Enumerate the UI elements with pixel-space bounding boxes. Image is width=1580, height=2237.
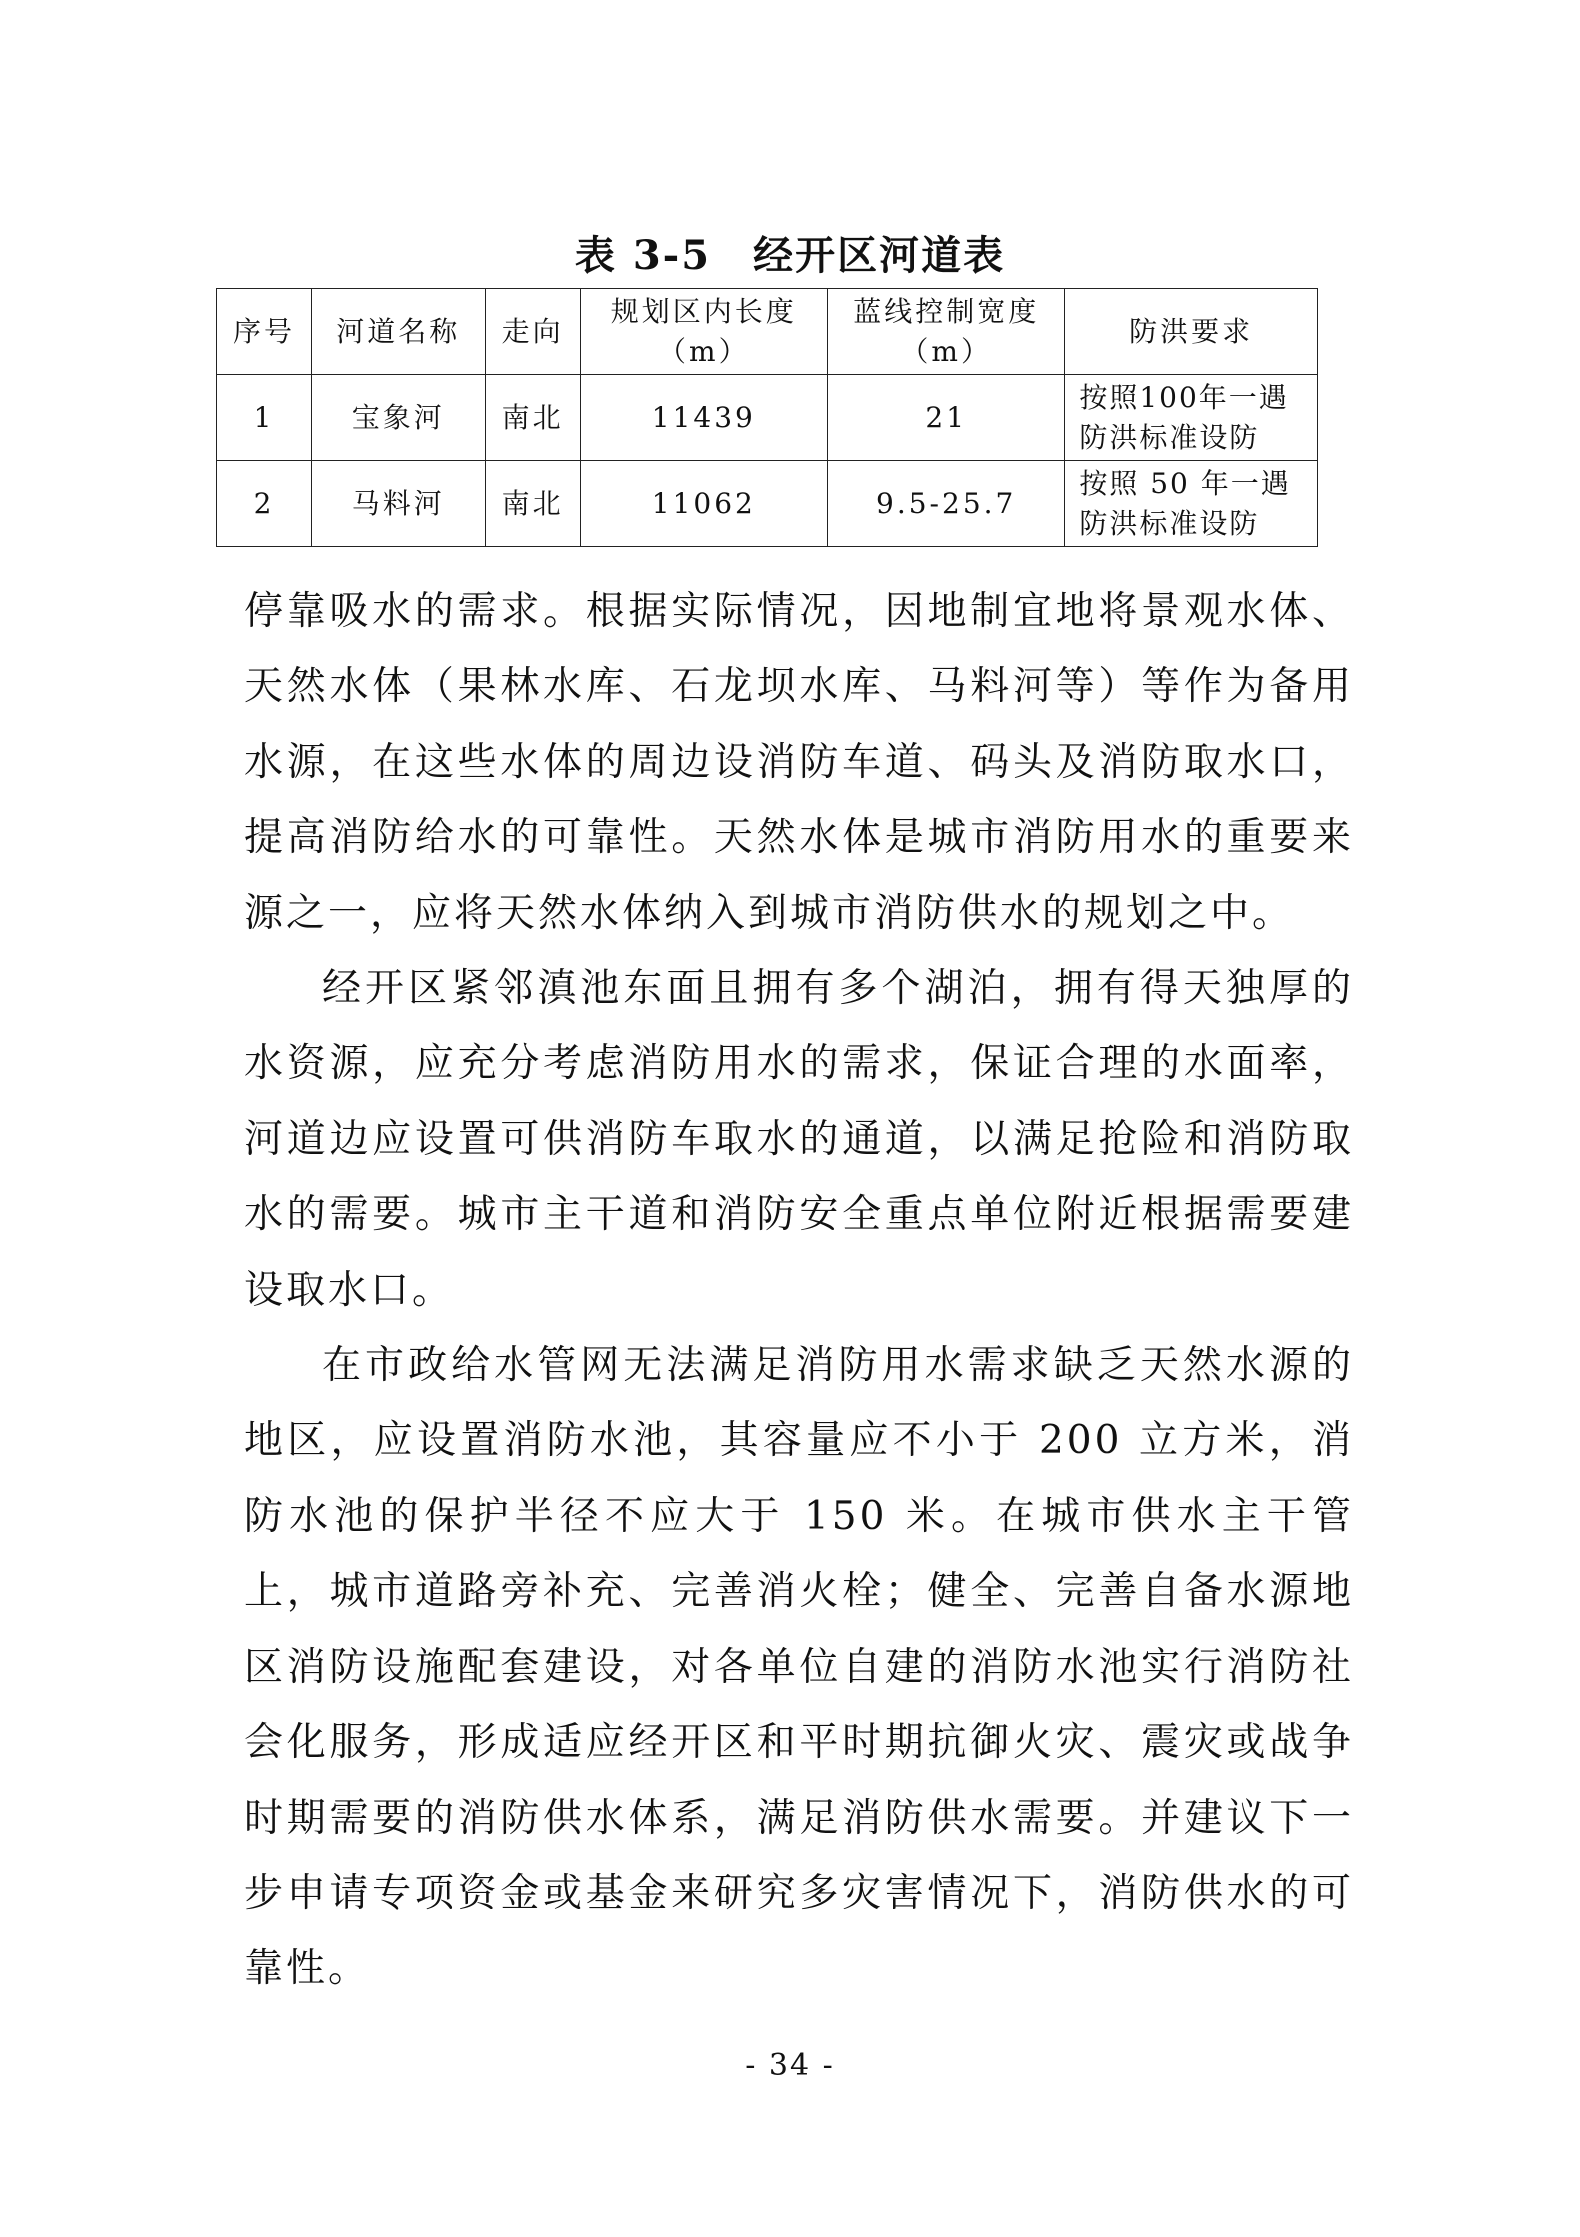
row-length: 11439 bbox=[580, 375, 828, 461]
row-flood-line1: 按照100年一遇 bbox=[1079, 380, 1289, 414]
row-length: 11062 bbox=[580, 461, 828, 547]
row-width: 21 bbox=[828, 375, 1065, 461]
header-width bbox=[828, 289, 1065, 375]
header-direction: 走向 bbox=[485, 289, 580, 375]
row-flood bbox=[1065, 461, 1318, 547]
paragraph: 经开区紧邻滇池东面且拥有多个湖泊，拥有得天独厚的水资源，应充分考虑消防用水的需求，保证合理的水面率，河道边应设置可供消防车取水的通道，以满足抢险和消防取水的需要。城市主干道和消防安全重点单位附近根据需要建设取水口。 bbox=[244, 966, 1354, 1313]
header-length bbox=[580, 289, 828, 375]
header-name: 河道名称 bbox=[311, 289, 485, 375]
row-flood-line2: 防洪标准设防 bbox=[1079, 506, 1260, 540]
paragraph-continued: 停靠吸水的需求。根据实际情况，因地制宜地将景观水体、天然水体（果林水库、石龙坝水库、马料河等）等作为备用水源，在这些水体的周边设消防车道、码头及消防取水口，提高消防给水的可靠性。天然水体是城市消防用水的重要来源之一，应将天然水体纳入到城市消防供水的规划之中。 bbox=[244, 589, 1354, 936]
row-name: 宝象河 bbox=[311, 375, 485, 461]
row-flood-line1: 按照 50 年一遇 bbox=[1079, 466, 1291, 500]
header-length-line2: （m） bbox=[658, 334, 750, 368]
header-flood: 防洪要求 bbox=[1065, 289, 1318, 375]
row-direction: 南北 bbox=[485, 375, 580, 461]
row-index: 2 bbox=[217, 461, 312, 547]
paragraph: 在市政给水管网无法满足消防用水需求缺乏天然水源的地区，应设置消防水池，其容量应不小于 200 立方米，消防水池的保护半径不应大于 150 米。在城市供水主干管上，城市道路旁补充、完善消火栓；健全、完善自备水源地区消防设施配套建设，对各单位自建的消防水池实行消防社会化服务，形成适应经开区和平时期抗御火灾、震灾或战争时期需要的消防供水体系，满足消防供水需要。并建议下一步申请专项资金或基金来研究多灾害情况下，消防供水的可靠性。 bbox=[244, 1343, 1354, 1992]
table-row bbox=[217, 461, 1318, 547]
body-text bbox=[244, 574, 1354, 2007]
page-number: - 34 - bbox=[745, 2048, 835, 2083]
river-table bbox=[216, 288, 1318, 547]
table-title: 表 3-5 经开区河道表 bbox=[574, 232, 1006, 279]
header-length-line1: 规划区内长度 bbox=[610, 294, 797, 328]
header-width-line2: （m） bbox=[900, 334, 992, 368]
row-index: 1 bbox=[217, 375, 312, 461]
table-row bbox=[217, 375, 1318, 461]
row-name: 马料河 bbox=[311, 461, 485, 547]
header-width-line1: 蓝线控制宽度 bbox=[853, 294, 1040, 328]
header-index: 序号 bbox=[217, 289, 312, 375]
row-flood bbox=[1065, 375, 1318, 461]
table-header-row bbox=[217, 289, 1318, 375]
row-width: 9.5-25.7 bbox=[828, 461, 1065, 547]
row-direction: 南北 bbox=[485, 461, 580, 547]
row-flood-line2: 防洪标准设防 bbox=[1079, 420, 1260, 454]
